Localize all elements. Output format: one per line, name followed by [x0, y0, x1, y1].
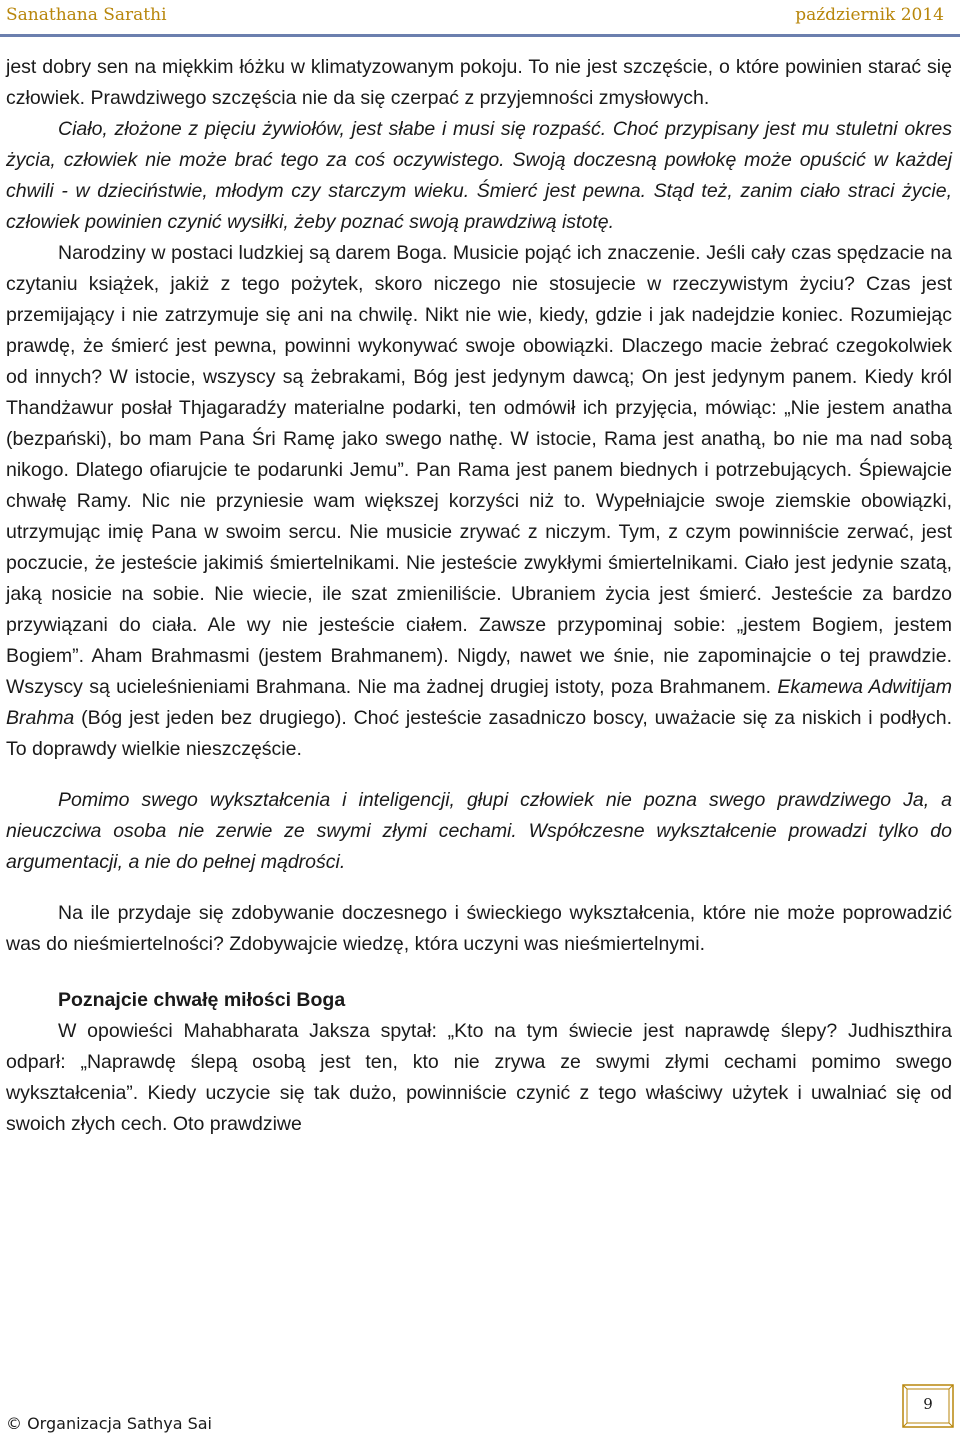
section-heading: Poznajcie chwałę miłości Boga	[58, 989, 346, 1011]
paragraph-4-quote: Pomimo swego wykształcenia i inteligencji, głupi człowiek nie pozna swego prawdziwego Ja, a nieuczciwa osoba nie zerwie ze swymi złymi cechami. Współczesne wykształcenie prowadzi tylko do argumentacji, a nie do pełnej mądrości.	[6, 789, 952, 873]
paragraph-6: W opowieści Mahabharata Jaksza spytał: „Kto na tym świecie jest naprawdę ślepy? Judhiszthira odparł: „Naprawdę ślepą osobą jest ten, kto nie zrywa ze swymi złymi cechami pomimo swego wykształcenia”. Kiedy uczycie się tak dużo, powinniście czynić z tego właściwy użytek i uwalniać się od swoich złych cech. Oto prawdziwe	[6, 1020, 952, 1135]
sanskrit-phrase: Ekamewa Adwitijam Brahma	[6, 676, 952, 729]
issue-date: październik 2014	[795, 5, 944, 25]
copyright-notice: © Organizacja Sathya Sai	[6, 1414, 212, 1433]
paragraph-3-part-a: Narodziny w postaci ludzkiej są darem Boga. Musicie pojąć ich znaczenie. Jeśli cały czas spędzacie na czytaniu książek, jakiż z tego pożytek, skoro niczego nie stosujecie w rzeczywistym życiu? Czas jest przemijający i nie zatrzymuje się ani na chwilę. Nikt nie wie, kiedy, gdzie i jak nadejdzie koniec. Rozumiejąc prawdę, że śmierć jest pewna, powinni wykonywać swoje obowiązki. Dlaczego macie żebrać czegokolwiek od innych? W istocie, wszyscy są żebrakami, Bóg jest jedynym dawcą; On jest jedynym panem. Kiedy król Thandżawur posłał Thjagaradźy materialne podarki, ten odmówił ich przyjęcia, mówiąc: „Nie jestem anatha (bezpański), bo mam Pana Śri Ramę jako swego nathę. W istocie, Rama jest anathą, bo nie ma nad sobą nikogo. Dlatego ofiarujcie te podarunki Jemu”. Pan Rama jest panem biednych i potrzebujących. Śpiewajcie chwałę Ramy. Nic nie przyniesie wam większej korzyści niż to. Wypełniajcie swoje ziemskie obowiązki, utrzymując imię Pana w swoim sercu. Nie musicie zrywać z niczym. Tym, z czym powinniście zerwać, jest poczucie, że jesteście jakimiś śmiertelnikami. Nie jesteście zwykłymi śmiertelnikami. Ciało jest jedynie szatą, jaką nosicie na sobie. Nie wiecie, ile szat zmieniliście. Ubraniem życia jest śmierć. Jesteście za bardzo przywiązani do ciała. Ale wy nie jesteście ciałem. Zawsze przypominaj sobie: „jestem Bogiem, jestem Bogiem”. Aham Brahmasmi (jestem Brahmanem). Nigdy, nawet we śnie, nie zapominajcie o tej prawdzie. Wszyscy są ucieleśnieniami Brahmana. Nie ma żadnej drugiej istoty, poza Brahmanem.	[6, 242, 952, 698]
paragraph-3	[6, 238, 952, 765]
page-number: 9	[923, 1395, 933, 1413]
header-rule	[0, 34, 960, 37]
magazine-title: Sanathana Sarathi	[6, 5, 167, 25]
article-body	[6, 52, 952, 1140]
paragraph-2: Ciało, złożone z pięciu żywiołów, jest słabe i musi się rozpaść. Choć przypisany jest mu stuletni okres życia, człowiek nie może brać tego za coś oczywistego. Swoją doczesną powłokę może opuścić w każdej chwili - w dzieciństwie, młodym czy starczym wieku. Śmierć jest pewna. Stąd też, zanim ciało straci życie, człowiek powinien czynić wysiłki, żeby poznać swoją prawdziwą istotę.	[6, 118, 952, 233]
paragraph-1: jest dobry sen na miękkim łóżku w klimatyzowanym pokoju. To nie jest szczęście, o które powinien starać się człowiek. Prawdziwego szczęścia nie da się czerpać z przyjemności zmysłowych.	[6, 56, 952, 109]
paragraph-3-part-b: (Bóg jest jeden bez drugiego). Choć jesteście zasadniczo boscy, uważacie się za niskich i podłych. To doprawdy wielkie nieszczęście.	[6, 707, 952, 760]
page-number-box	[902, 1384, 954, 1428]
page-header	[0, 0, 960, 34]
paragraph-5: Na ile przydaje się zdobywanie doczesnego i świeckiego wykształcenia, które nie może poprowadzić was do nieśmiertelności? Zdobywajcie wiedzę, która uczyni was nieśmiertelnymi.	[6, 902, 952, 955]
